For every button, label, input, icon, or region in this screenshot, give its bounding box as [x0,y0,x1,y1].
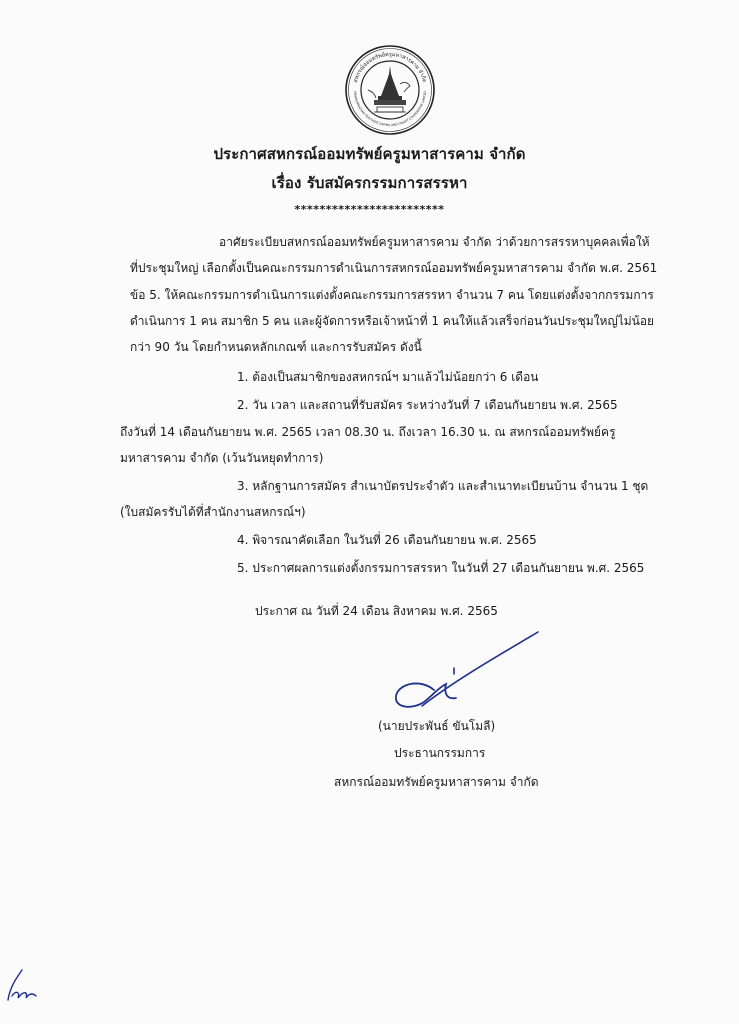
criteria-item-2: 2. วัน เวลา และสถานที่รับสมัคร ระหว่างวันที่ 7 เดือนกันยายน พ.ศ. 2565 [237,398,618,412]
svg-text:สหกรณ์ออมทรัพย์ครูมหาสารคาม จำ: สหกรณ์ออมทรัพย์ครูมหาสารคาม จำกัด [352,51,428,84]
criteria-item-5: 5. ประกาศผลการแต่งตั้งกรรมการสรรหา ในวันที่ 27 เดือนกันยายน พ.ศ. 2565 [237,561,645,575]
signature-drawing [388,628,548,714]
intro-line-2: ที่ประชุมใหญ่ เลือกตั้งเป็นคณะกรรมการดำเนินการสหกรณ์ออมทรัพย์ครูมหาสารคาม จำกัด พ.ศ. 2561 [130,261,658,275]
criteria-item-1: 1. ต้องเป็นสมาชิกของสหกรณ์ฯ มาแล้วไม่น้อยกว่า 6 เดือน [237,370,539,384]
cooperative-seal-logo [344,44,436,136]
intro-line-3: ข้อ 5. ให้คณะกรรมการดำเนินการแต่งตั้งคณะกรรมการสรรหา จำนวน 7 คน โดยแต่งตั้งจากกรรมการ [130,288,654,302]
svg-text:MAHASARAKHAM TEACHERS SAVING A: MAHASARAKHAM TEACHERS SAVING AND CREDIT COOPERATIVE LIMITED [353,91,427,128]
criteria-item-2-line-3: มหาสารคาม จำกัด (เว้นวันหยุดทำการ) [120,451,324,465]
handwritten-initial-mark [4,966,40,1006]
intro-line-5: กว่า 90 วัน โดยกำหนดหลักเกณฑ์ และการรับสมัคร ดังนี้ [130,340,422,354]
criteria-item-3-line-2: (ใบสมัครรับได้ที่สำนักงานสหกรณ์ฯ) [120,505,306,519]
signatory-organization: สหกรณ์ออมทรัพย์ครูมหาสารคาม จำกัด [334,775,539,789]
announcement-title: ประกาศสหกรณ์ออมทรัพย์ครูมหาสารคาม จำกัด [213,145,526,163]
announcement-subject: เรื่อง รับสมัครกรรมการสรรหา [271,174,468,192]
title-separator: ************************ [294,203,445,216]
signatory-name: (นายประพันธ์ ขันโมลี) [378,719,496,733]
intro-line-1: อาศัยระเบียบสหกรณ์ออมทรัพย์ครูมหาสารคาม จำกัด ว่าด้วยการสรรหาบุคคลเพื่อให้ [219,235,650,249]
criteria-item-2-line-2: ถึงวันที่ 14 เดือนกันยายน พ.ศ. 2565 เวลา 08.30 น. ถึงเวลา 16.30 น. ณ สหกรณ์ออมทรัพย์ครู [120,425,616,439]
signatory-position: ประธานกรรมการ [394,746,486,760]
announcement-date: ประกาศ ณ วันที่ 24 เดือน สิงหาคม พ.ศ. 2565 [255,604,498,618]
criteria-item-3: 3. หลักฐานการสมัคร สำเนาบัตรประจำตัว และสำเนาทะเบียนบ้าน จำนวน 1 ชุด [237,479,649,493]
criteria-item-4: 4. พิจารณาคัดเลือก ในวันที่ 26 เดือนกันยายน พ.ศ. 2565 [237,533,537,547]
intro-line-4: ดำเนินการ 1 คน สมาชิก 5 คน และผู้จัดการหรือเจ้าหน้าที่ 1 คนให้แล้วเสร็จก่อนวันประชุมใหญ่ไม่น้อย [130,314,655,328]
